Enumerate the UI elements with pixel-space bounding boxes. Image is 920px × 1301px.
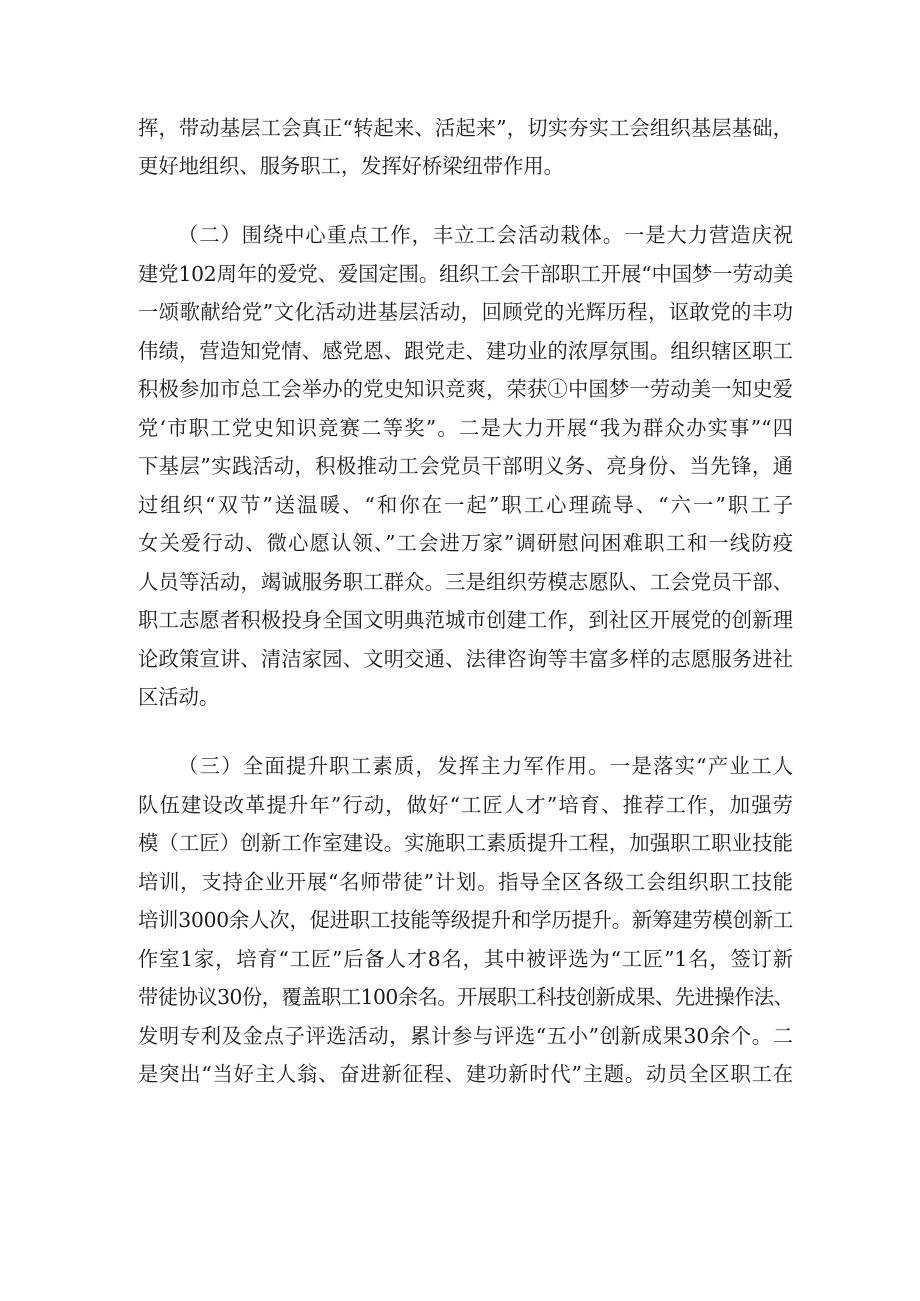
text-line: （三）全面提升职工素质，发挥主力军作用。一是落实“产业工人 xyxy=(178,754,793,778)
text-line: 论政策宣讲、清洁家园、文明交通、法律咨询等丰富多样的志愿服务进社 xyxy=(138,647,793,671)
text-line: 带徒协议30份，覆盖职工100余名。开展职工科技创新成果、先进操作法、 xyxy=(138,985,793,1009)
text-line: 挥，带动基层工会真正“转起来、活起来”，切实夯实工会组织基层基础， xyxy=(138,116,793,140)
text-line: （二）围绕中心重点工作，丰立工会活动栽体。一是大力营造庆祝 xyxy=(178,223,793,247)
text-line: 过组织“双节”送温暖、“和你在一起”职工心理疏导、“六一”职工子 xyxy=(138,493,793,517)
text-line: 女关爱行动、微心愿认领、”工会进万家”调研慰问困难职工和一线防疫 xyxy=(138,531,793,555)
text-line: 作室1家，培育“工匠”后备人才8名，其中被评选为“工匠”1名，签订新 xyxy=(138,947,793,971)
text-line: 下基层”实践活动，积极推动工会党员干部明义务、亮身份、当先锋，通 xyxy=(138,454,793,478)
text-line: 发明专利及金点子评选活动，累计参与评选“五小”创新成果30余个。二 xyxy=(138,1024,793,1048)
text-line: 区活动。 xyxy=(138,685,220,709)
text-line: 是突出“当好主人翁、奋进新征程、建功新时代”主题。动员全区职工在 xyxy=(138,1062,793,1086)
text-line: 人员等活动，竭诚服务职工群众。三是组织劳模志愿队、工会党员干部、 xyxy=(138,570,793,594)
text-line: 一颂歌献给党”文化活动进基层活动，回顾党的光辉历程，讴敢党的丰功 xyxy=(138,300,793,324)
text-line: 模（工匠）创新工作室建设。实施职工素质提升工程，加强职工职业技能 xyxy=(138,831,793,855)
text-line: 建党102周年的爱党、爱国定围。组织工会干部职工开展“中国梦一劳动美 xyxy=(138,262,793,286)
text-line: 更好地组织、服务职工，发挥好桥梁纽带作用。 xyxy=(138,154,564,178)
text-line: 党‘市职工党史知识竞赛二等奖”。二是大力开展“我为群众办实事”“四 xyxy=(138,416,793,440)
text-line: 队伍建设改革提升年”行动，做好“工匠人才”培育、推荐工作，加强劳 xyxy=(138,793,793,817)
text-line: 伟绩，营造知党情、感党恩、跟党走、建功业的浓厚氛围。组织辖区职工 xyxy=(138,339,793,363)
text-line: 职工志愿者积极投身全国文明典范城市创建工作，到社区开展党的创新理 xyxy=(138,608,793,632)
text-line: 培训，支持企业开展“名师带徒”计划。指导全区各级工会组织职工技能 xyxy=(138,870,793,894)
text-line: 积极参加市总工会举办的党史知识竞爽，荣获①中国梦一劳动美一知史爱 xyxy=(138,377,793,401)
text-line: 培训3000余人次，促进职工技能等级提升和学历提升。新筹建劳模创新工 xyxy=(138,908,793,932)
